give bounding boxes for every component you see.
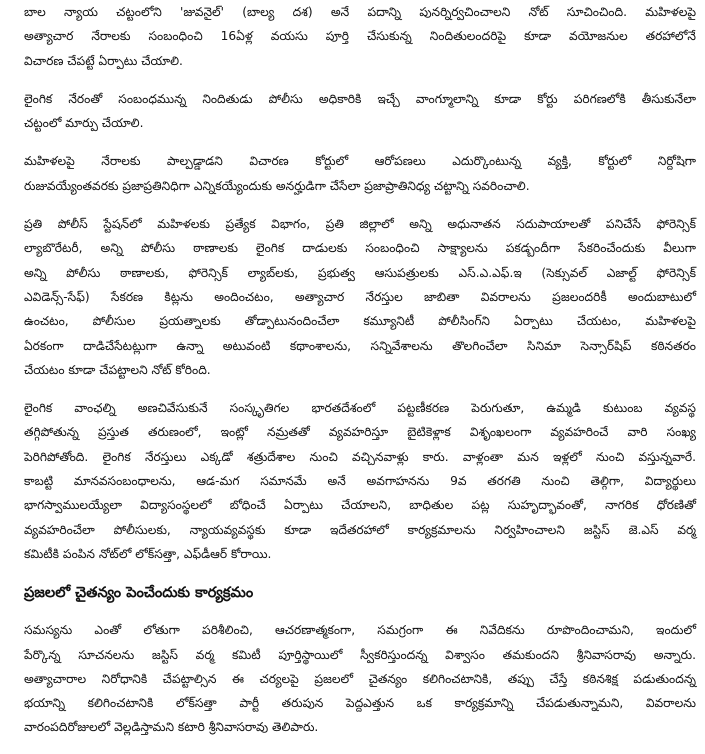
text-line: ఎవిడెన్స్-సేఫ్) సేకరణ కిట్లను అందించటం, అత్యాచార నేరస్తుల జాబితా వివరాలను ప్రజలందరికీ అందుబాటులో <box>24 289 696 304</box>
paragraph-police-statement <box>24 87 696 136</box>
text-line: చేయటం కూడా చేపట్టాలని నోట్ కోరింది. <box>24 362 211 377</box>
text-line: ప్రతి పోలీస్ స్టేషన్‌లో మహిళలకు ప్రత్యేక విభాగం, ప్రతి జిల్లాలో అన్ని అధునాతన సదుపాయాలతో పనిచేసే ఫోరెన్సిక్ <box>24 217 696 232</box>
text-line: పెరిగిపోతోంది. లైంగిక నేరస్తులు ఎక్కడో శత్రుదేశాల నుంచి వచ్చినవాళ్లు కారు. వాళ్లంతా మన ఇళ్లలో నుంచి వస్తున్నవారే. <box>24 449 696 464</box>
text-line: లైంగిక వాంఛల్ని అణచివేసుకునే సంస్కృతిగల భారతదేశంలో పట్టణీకరణ పెరుగుతూ, ఉమ్మడి కుటుంబ వ్యవస్థ <box>24 401 696 416</box>
text-line: చట్టంలో మార్పు చేయాలి. <box>24 116 144 131</box>
text-line: విచారణ చేపట్టే ఏర్పాటు చేయాలి. <box>24 53 183 68</box>
text-line: వ్యవహరించేలా పోలీసులకు, న్యాయవ్యవస్థకు కూడా ఇదేతరహాలో కార్యక్రమాలను నిర్వహించాలని జస్టిస్ జె.ఎస్ వర్మ <box>24 522 696 537</box>
text-line: మహిళలపై నేరాలకు పాల్పడ్డాడని విచారణ కోర్టులో ఆరోపణలు ఎదుర్కొంటున్న వ్యక్తి, కోర్టులో నిర్దోషిగా <box>24 154 696 169</box>
text-line: భయాన్ని కలిగించటానికి లోక్‌సత్తా పార్టీ తరుపున పెద్దఎత్తున ఒక కార్యక్రమాన్ని చేపడుతున్నామని, వివరాలను <box>24 696 696 711</box>
text-line: బాల న్యాయ చట్టంలోని 'జువనైల్' (బాల్య దశ) అనే పదాన్ని పునర్నిర్వచించాలని నోట్ సూచించింది. మహిళలపై <box>24 5 696 19</box>
text-line: సమస్యను ఎంతో లోతుగా పరిశీలించి, ఆచరణాత్మకంగా, సమగ్రంగా ఈ నివేదికను రూపొందించామని, ఇందులో <box>24 623 696 638</box>
text-line: వారంపదిరోజులలో వెల్లడిస్తామని కటారి శ్రీనివాసరావు తెలిపారు. <box>24 720 319 735</box>
text-line: ఏరకంగా దాడిచేసేటట్లుగా ఉన్నా అటువంటి కథాంశాలను, సన్నివేశాలను తొలగించేలా సినిమా సెన్సార్‌షిప్ కఠినతరం <box>24 338 696 353</box>
paragraph-social-change <box>24 396 696 566</box>
text-line: రుజువయ్యేంతవరకు ప్రజాప్రతినిధిగా ఎన్నికయ్యేందుకు అనర్హుడిగా చేసేలా ప్రజాప్రాతినిధ్య చట్టాన్ని సవరించాలి. <box>24 178 530 193</box>
article-body <box>24 0 696 754</box>
section-heading: ప్రజలలో చైతన్యం పెంచేందుకు కార్యక్రమం <box>24 585 254 602</box>
text-line: అత్యాచార నేరాలకు సంబంధించి 16ఏళ్ల వయసు పూర్తి చేసుకున్న నిందితులందరిపై కూడా వయోజనుల తరహాలోనే <box>24 29 696 44</box>
paragraph-juvenile-definition <box>24 0 696 73</box>
paragraph-closing <box>24 618 696 739</box>
text-line: అత్యాచారాల నిరోధానికి చేపట్టాల్సిన ఈ చర్యలపై ప్రజలలో చైతన్యం కలిగించటానికి, తప్పు చేస్తే కఠినశిక్ష పడుతుందన్న <box>24 671 696 686</box>
paragraph-police-stations <box>24 212 696 382</box>
text-line: తగ్గిపోతున్న ప్రస్తుత తరుణంలో, ఇంట్లో నమ్రతతో వ్యవహరిస్తూ బైటికెళ్లాక విశృంఖలంగా వ్యవహరించే వారి సంఖ్య <box>24 425 696 440</box>
paragraph-representation-act <box>24 149 696 198</box>
text-line: ఉంచటం, పోలీసుల ప్రయత్నాలకు తోడ్పాటునందించేలా కమ్యూనిటీ పోలీసింగ్‌ని ఏర్పాటు చేయటం, మహిళలపై <box>24 314 696 329</box>
text-line: అన్ని పోలీసు ఠాణాలకు, ఫోరెన్సిక్ ల్యాబ్‌లకు, ప్రభుత్వ ఆసుపత్రులకు ఎస్.ఎ.ఎఫ్.ఇ (సెక్సువల్ ఎజాల్ట్ ఫోరెన్సిక్ <box>24 265 696 280</box>
text-line: భాగస్వాములయ్యేలా విద్యాసంస్థలలో బోధించే ఏర్పాటు చేయాలని, బాధితుల పట్ల సుహృద్భావంతో, నాగరిక ధోరణితో <box>24 498 696 513</box>
text-line: లైంగిక నేరంతో సంబంధమున్న నిందితుడు పోలీసు అధికారికి ఇచ్చే వాంగ్మూలాన్ని కూడా కోర్టు పరిగణలోకి తీసుకునేలా <box>24 91 696 106</box>
text-line: కమిటీకి పంపిన నోట్‌లో లోక్‌సత్తా, ఎఫ్‌డీఆర్ కోరాయి. <box>24 546 272 561</box>
text-line: పేర్కొన్న సూచనలను జస్టిస్ వర్మ కమిటీ పూర్తిస్థాయిలో స్వీకరిస్తుందన్న విశ్వాసం తమకుందని శ్రీనివాసరావు అన్నారు. <box>24 647 696 662</box>
text-line: ల్యాబొరేటరీ, అన్ని పోలీసు ఠాణాలకు లైంగిక దాడులకు సంబంధించి సాక్ష్యాలను పకడ్బందీగా సేకరించేందుకు వీలుగా <box>24 241 696 256</box>
text-line: కాబట్టి మానవసంబంధాలను, ఆడ-మగ సమానమే అనే అవగాహనను 9వ తరగతి నుంచి తెల్గిగా, విద్యార్థులు <box>24 474 696 489</box>
